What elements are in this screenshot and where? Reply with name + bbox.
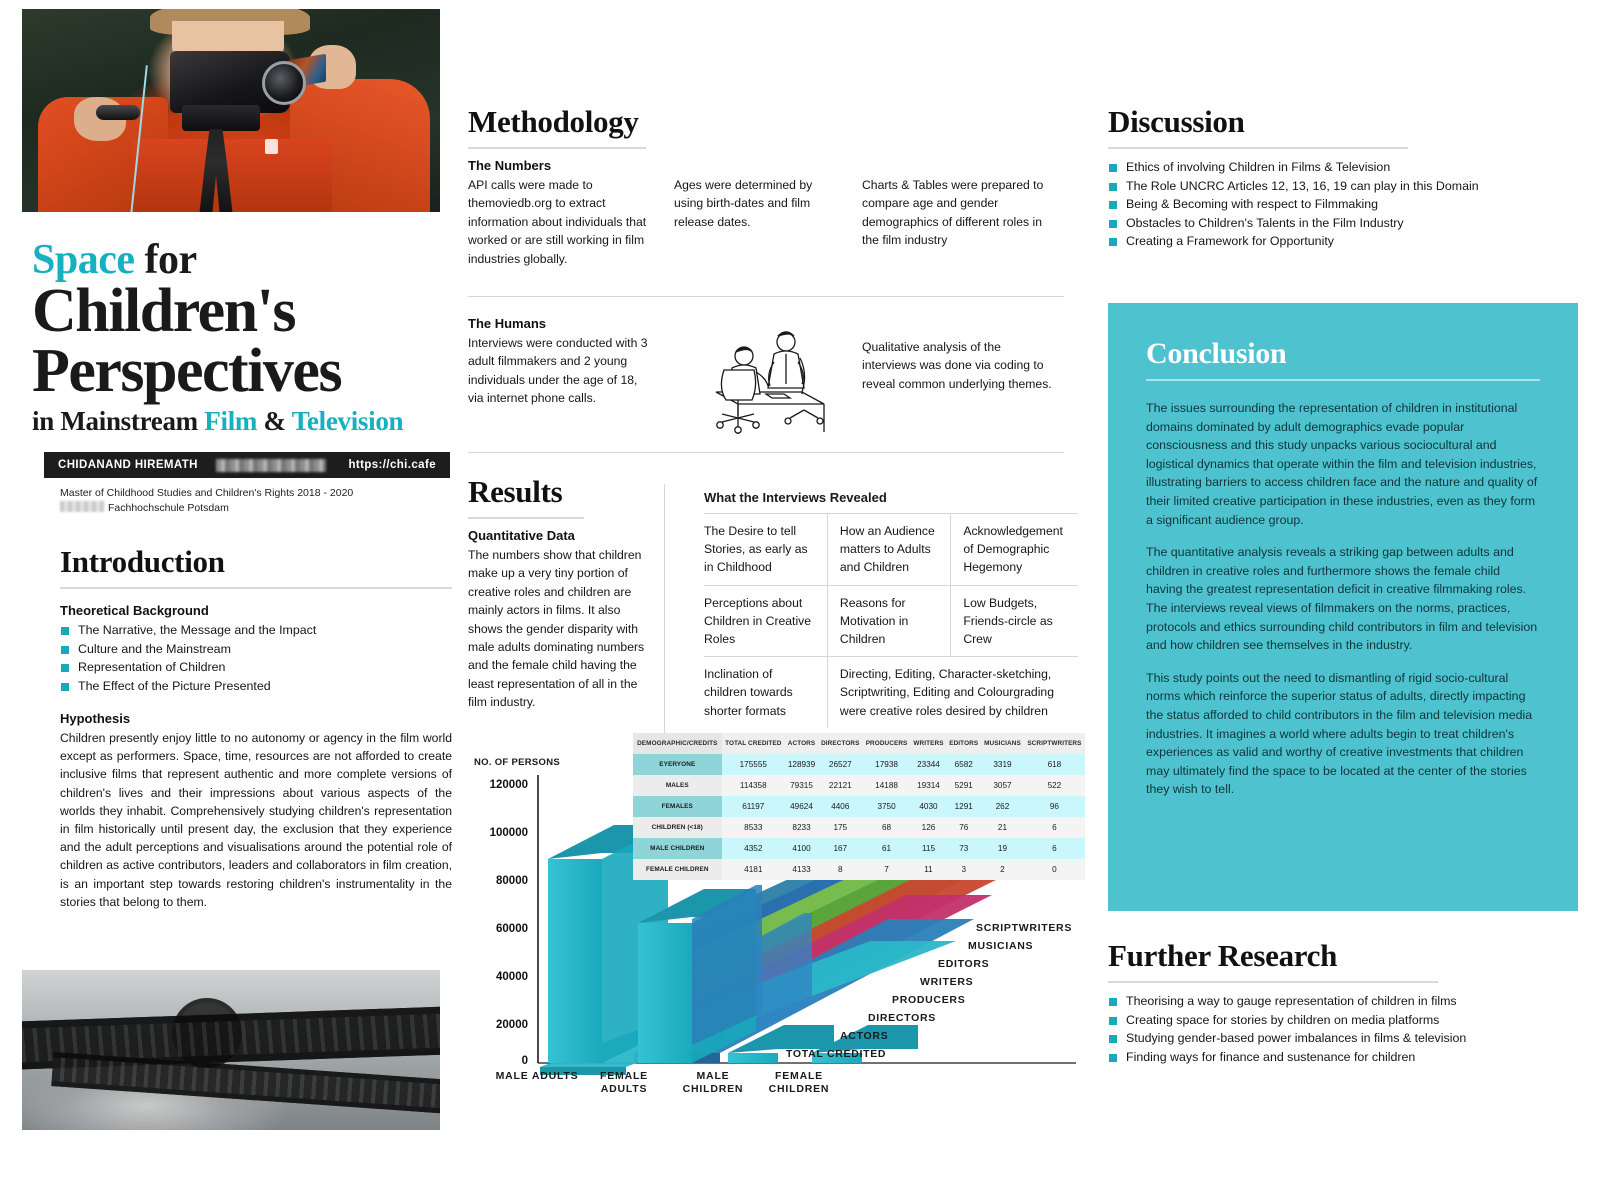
interview-cell: Acknowledgement of Demographic Hegemony xyxy=(951,514,1078,586)
interviews-revealed-block xyxy=(704,490,1078,728)
the-humans-text: Interviews were conducted with 3 adult filmmakers and 2 young individuals under the age of 18, via internet phone calls. xyxy=(468,336,648,406)
interview-cell: Low Budgets, Friends-circle as Crew xyxy=(951,585,1078,657)
list-item: Finding ways for finance and sustenance for children xyxy=(1108,1048,1578,1067)
cell: 262 xyxy=(981,796,1024,817)
results-heading-block xyxy=(468,474,584,519)
column-header: EDITORS xyxy=(946,733,981,754)
camcorder-grip xyxy=(182,105,260,131)
chart-series-label: ACTORS xyxy=(840,1030,889,1042)
quantitative-data-text: The numbers show that children make up a very tiny portion of creative roles and children are mainly actors in films. It also shows the gender disparity with male adults dominating numbers and the female child having the least representation of all in the film industry. xyxy=(468,548,645,710)
cell: 8 xyxy=(818,859,863,880)
title-subline-amp: & xyxy=(257,406,292,436)
chart-y-axis-title: NO. OF PERSONS xyxy=(474,757,561,768)
chart-xtick: FEMALE CHILDREN xyxy=(768,1070,830,1095)
the-numbers-text: API calls were made to themoviedb.org to extract information about individuals that worked or are still working in film industries globally. xyxy=(468,178,647,266)
list-item: Studying gender-based power imbalances in films & television xyxy=(1108,1029,1578,1048)
photo-microphone xyxy=(96,105,140,120)
row-label: CHILDREN (<18) xyxy=(633,817,722,838)
cell: 61197 xyxy=(722,796,785,817)
row-label: MALES xyxy=(633,775,722,796)
discussion-list xyxy=(1108,158,1578,251)
cell: 96 xyxy=(1024,796,1085,817)
cell: 73 xyxy=(946,838,981,859)
cell: 7 xyxy=(863,859,911,880)
chart-xtick: MALE CHILDREN xyxy=(682,1070,744,1095)
interview-illustration-icon xyxy=(674,322,854,442)
title-for: for xyxy=(134,237,197,283)
chart-ytick: 80000 xyxy=(496,875,528,887)
conclusion-panel xyxy=(1108,303,1578,911)
cell: 175 xyxy=(818,817,863,838)
hypothesis-heading: Hypothesis xyxy=(60,711,131,726)
interviews-revealed-table xyxy=(704,513,1078,728)
chart-series-label: TOTAL CREDITED xyxy=(786,1048,887,1060)
table-row xyxy=(704,657,1078,728)
list-item: Being & Becoming with respect to Filmmaking xyxy=(1108,195,1578,214)
methodology-divider-2 xyxy=(468,452,1064,453)
title-line-3: Perspectives xyxy=(32,337,342,405)
further-research-heading-block xyxy=(1108,938,1438,983)
methodology-heading-block xyxy=(468,104,646,149)
methodology-humans-col1 xyxy=(468,316,648,447)
cell: 2 xyxy=(981,859,1024,880)
quantitative-data-heading: Quantitative Data xyxy=(468,528,575,543)
table-row xyxy=(704,585,1078,657)
cell: 23344 xyxy=(911,754,947,775)
ages-text: Ages were determined by using birth-dates and film release dates. xyxy=(674,178,813,229)
column-header: DEMOGRAPHIC/CREDITS xyxy=(633,733,722,754)
chart-series-label: SCRIPTWRITERS xyxy=(976,922,1073,934)
cell: 4352 xyxy=(722,838,785,859)
results-heading: Results xyxy=(468,474,563,509)
cell: 61 xyxy=(863,838,911,859)
table-row xyxy=(633,775,1085,796)
discussion-heading: Discussion xyxy=(1108,104,1245,139)
cell: 115 xyxy=(911,838,947,859)
right-column xyxy=(1108,0,1578,1200)
table-row xyxy=(633,796,1085,817)
cell: 11 xyxy=(911,859,947,880)
cell: 3750 xyxy=(863,796,911,817)
list-item: Obstacles to Children's Talents in the Film Industry xyxy=(1108,214,1578,233)
photo-shirt-badge xyxy=(265,139,278,154)
cell: 6582 xyxy=(946,754,981,775)
list-item: The Effect of the Picture Presented xyxy=(60,677,452,696)
methodology-divider-1 xyxy=(468,296,1064,297)
further-research-rule xyxy=(1108,981,1438,983)
chart-series-label: WRITERS xyxy=(920,976,974,988)
title-line-1 xyxy=(32,238,440,282)
cell: 5291 xyxy=(946,775,981,796)
cell: 8533 xyxy=(722,817,785,838)
cell: 49624 xyxy=(785,796,818,817)
chart-ytick: 120000 xyxy=(489,779,528,791)
methodology-numbers-col1 xyxy=(468,158,648,268)
title-accent-television: Television xyxy=(291,406,404,436)
column-header: SCRIPTWRITERS xyxy=(1024,733,1085,754)
interviews-revealed-heading: What the Interviews Revealed xyxy=(704,490,887,505)
left-column xyxy=(22,0,452,1200)
quantitative-data-block xyxy=(468,528,648,712)
cell: 128939 xyxy=(785,754,818,775)
chart-ytick: 60000 xyxy=(496,923,528,935)
affiliation-block xyxy=(60,486,450,516)
chart-ytick: 20000 xyxy=(496,1019,528,1031)
cell: 6 xyxy=(1024,817,1085,838)
cell: 21 xyxy=(981,817,1024,838)
column-header: TOTAL CREDITED xyxy=(722,733,785,754)
cell: 76 xyxy=(946,817,981,838)
chart-ytick: 40000 xyxy=(496,971,528,983)
cell: 19314 xyxy=(911,775,947,796)
column-header: PRODUCERS xyxy=(863,733,911,754)
interview-cell: How an Audience matters to Adults and Children xyxy=(827,514,950,586)
cell: 4406 xyxy=(818,796,863,817)
conclusion-paragraph: The issues surrounding the representation of children in institutional domains dominated by adult demographics evade popular consciousness and this study unpacks various sociocultural and logistical dynamics that operate within the film and television industries, illustrating barriers to access children face and the nature and quality of their limited creative participation in these industries, even as they form a significant audience group. xyxy=(1146,401,1538,527)
chart-ytick: 0 xyxy=(521,1055,528,1067)
redacted-logo xyxy=(60,501,104,512)
chart-series-label: DIRECTORS xyxy=(868,1012,936,1024)
methodology-rule xyxy=(468,147,646,149)
chart-xtick: MALE ADULTS xyxy=(495,1070,579,1082)
interview-cell: Inclination of children towards shorter formats xyxy=(704,657,827,728)
interview-cell: Reasons for Motivation in Children xyxy=(827,585,950,657)
cell: 522 xyxy=(1024,775,1085,796)
row-label: FEMALE CHILDREN xyxy=(633,859,722,880)
methodology-humans-col3 xyxy=(862,316,1052,447)
table-row xyxy=(633,838,1085,859)
table-header-row xyxy=(633,733,1085,754)
chart-series-label: PRODUCERS xyxy=(892,994,966,1006)
author-website-link[interactable]: https://chi.cafe xyxy=(348,459,436,471)
results-vertical-divider xyxy=(664,484,665,734)
interview-cell: Directing, Editing, Character-sketching, Scriptwriting, Editing and Colourgrading were creative roles desired by children xyxy=(827,657,1078,728)
qualitative-analysis-text: Qualitative analysis of the interviews was done via coding to reveal common underlying themes. xyxy=(862,340,1052,391)
affiliation-university: Fachhochschule Potsdam xyxy=(108,502,229,514)
title-line-2: Children's xyxy=(32,277,295,345)
list-item: Theorising a way to gauge representation of children in films xyxy=(1108,992,1578,1011)
results-rule xyxy=(468,517,584,519)
row-label: FEMALES xyxy=(633,796,722,817)
cell: 17938 xyxy=(863,754,911,775)
list-item: Ethics of involving Children in Films & Television xyxy=(1108,158,1578,177)
cell: 6 xyxy=(1024,838,1085,859)
interview-cell: Perceptions about Children in Creative Roles xyxy=(704,585,827,657)
list-item: Culture and the Mainstream xyxy=(60,640,452,659)
conclusion-heading: Conclusion xyxy=(1146,337,1287,370)
cell: 22121 xyxy=(818,775,863,796)
table-row xyxy=(633,817,1085,838)
poster-title-block xyxy=(32,238,440,438)
theoretical-background-heading: Theoretical Background xyxy=(60,603,209,618)
charts-tables-text: Charts & Tables were prepared to compare age and gender demographics of different roles in the film industry xyxy=(862,178,1044,248)
row-label: EYERYONE xyxy=(633,754,722,775)
introduction-heading: Introduction xyxy=(60,544,225,579)
cell: 3319 xyxy=(981,754,1024,775)
cell: 26527 xyxy=(818,754,863,775)
middle-column xyxy=(468,0,1082,1200)
the-humans-heading: The Humans xyxy=(468,316,547,331)
table-row xyxy=(633,754,1085,775)
affiliation-university-row xyxy=(60,501,450,516)
cell: 114358 xyxy=(722,775,785,796)
introduction-section xyxy=(60,544,452,911)
cell: 4181 xyxy=(722,859,785,880)
conclusion-paragraph: This study points out the need to dismantling of rigid socio-cultural norms which reinforce the superior status of adults, directly impacting the status afforded to child contributors in the film and television media industries. It imagines a world where adults begin to treat children's experiences as valid and worthy of creative investments that children may ultimately find the space to be located at the center of the stories they wish to tell. xyxy=(1146,670,1533,797)
author-name: CHIDANAND HIREMATH xyxy=(58,459,198,471)
child-with-camcorder-photo xyxy=(22,9,440,212)
discussion-heading-block xyxy=(1108,104,1408,149)
list-item: Creating a Framework for Opportunity xyxy=(1108,232,1578,251)
cell: 0 xyxy=(1024,859,1085,880)
cell: 19 xyxy=(981,838,1024,859)
further-research-list xyxy=(1108,992,1578,1066)
list-item: Representation of Children xyxy=(60,658,452,677)
chart-series-label: EDITORS xyxy=(938,958,990,970)
interview-illustration-wrap xyxy=(674,316,836,447)
column-header: WRITERS xyxy=(911,733,947,754)
conclusion-body xyxy=(1108,381,1578,799)
chart-ytick: 100000 xyxy=(489,827,528,839)
methodology-numbers-col3 xyxy=(862,158,1052,268)
title-accent-space: Space xyxy=(32,237,135,283)
cell: 3 xyxy=(946,859,981,880)
hypothesis-text: Children presently enjoy little to no autonomy or agency in the film world except as performers. Space, time, resources are not afforded to create inclusive films that represent authentic and more complete versions of children's lives and their impressions about various aspects of the worlds they inhabit. Comprehensively studying children's representation in film historically until present day, the exclusion that they experience and the adult perceptions and visualisations around the potential role of children as active contributors, leaders and collaborators in film creation, is an important step towards restoring children's instrumentality in the stories that belong to them. xyxy=(60,731,452,909)
demographics-3d-bar-chart xyxy=(468,740,1082,1115)
cell: 8233 xyxy=(785,817,818,838)
column-header: ACTORS xyxy=(785,733,818,754)
methodology-numbers-row xyxy=(468,158,1078,268)
list-item: The Role UNCRC Articles 12, 13, 16, 19 can play in this Domain xyxy=(1108,177,1578,196)
discussion-rule xyxy=(1108,147,1408,149)
cell: 14188 xyxy=(863,775,911,796)
cell: 1291 xyxy=(946,796,981,817)
chart-xtick: FEMALE ADULTS xyxy=(600,1070,648,1095)
cell: 4133 xyxy=(785,859,818,880)
methodology-numbers-col2 xyxy=(674,158,836,268)
cell: 175555 xyxy=(722,754,785,775)
interview-cell: The Desire to tell Stories, as early as in Childhood xyxy=(704,514,827,586)
cell: 4100 xyxy=(785,838,818,859)
demographics-data-table xyxy=(633,733,1085,880)
further-research-heading: Further Research xyxy=(1108,938,1338,973)
camcorder-lens xyxy=(262,61,306,105)
cell: 68 xyxy=(863,817,911,838)
cell: 618 xyxy=(1024,754,1085,775)
table-row xyxy=(633,859,1085,880)
cell: 167 xyxy=(818,838,863,859)
methodology-heading: Methodology xyxy=(468,104,639,139)
cell: 4030 xyxy=(911,796,947,817)
cell: 79315 xyxy=(785,775,818,796)
theoretical-background-list xyxy=(60,621,452,695)
methodology-humans-row xyxy=(468,316,1078,447)
conclusion-paragraph: The quantitative analysis reveals a striking gap between adults and children in creative roles and furthermore shows the female child having the greatest representation deficit in creative filmmaking roles. The interviews reveal views of filmmakers on the norms, practices, protocols and ethics surrounding child contributors in film and television and how children see themselves in the industry. xyxy=(1146,545,1538,653)
list-item: The Narrative, the Message and the Impact xyxy=(60,621,452,640)
table-row xyxy=(704,514,1078,586)
photo-torso xyxy=(132,139,332,212)
the-numbers-heading: The Numbers xyxy=(468,158,552,173)
title-line-4 xyxy=(32,404,440,438)
film-strip-photo xyxy=(22,970,440,1130)
cell: 126 xyxy=(911,817,947,838)
list-item: Creating space for stories by children on media platforms xyxy=(1108,1011,1578,1030)
redacted-contact xyxy=(216,459,326,472)
row-label: MALE CHILDREN xyxy=(633,838,722,859)
title-accent-film: Film xyxy=(204,406,258,436)
author-bar xyxy=(44,452,450,478)
affiliation-degree: Master of Childhood Studies and Children's Rights 2018 - 2020 xyxy=(60,487,354,499)
column-header: DIRECTORS xyxy=(818,733,863,754)
cell: 3057 xyxy=(981,775,1024,796)
column-header: MUSICIANS xyxy=(981,733,1024,754)
chart-series-label: MUSICIANS xyxy=(968,940,1034,952)
title-subline-pre: in Mainstream xyxy=(32,406,205,436)
